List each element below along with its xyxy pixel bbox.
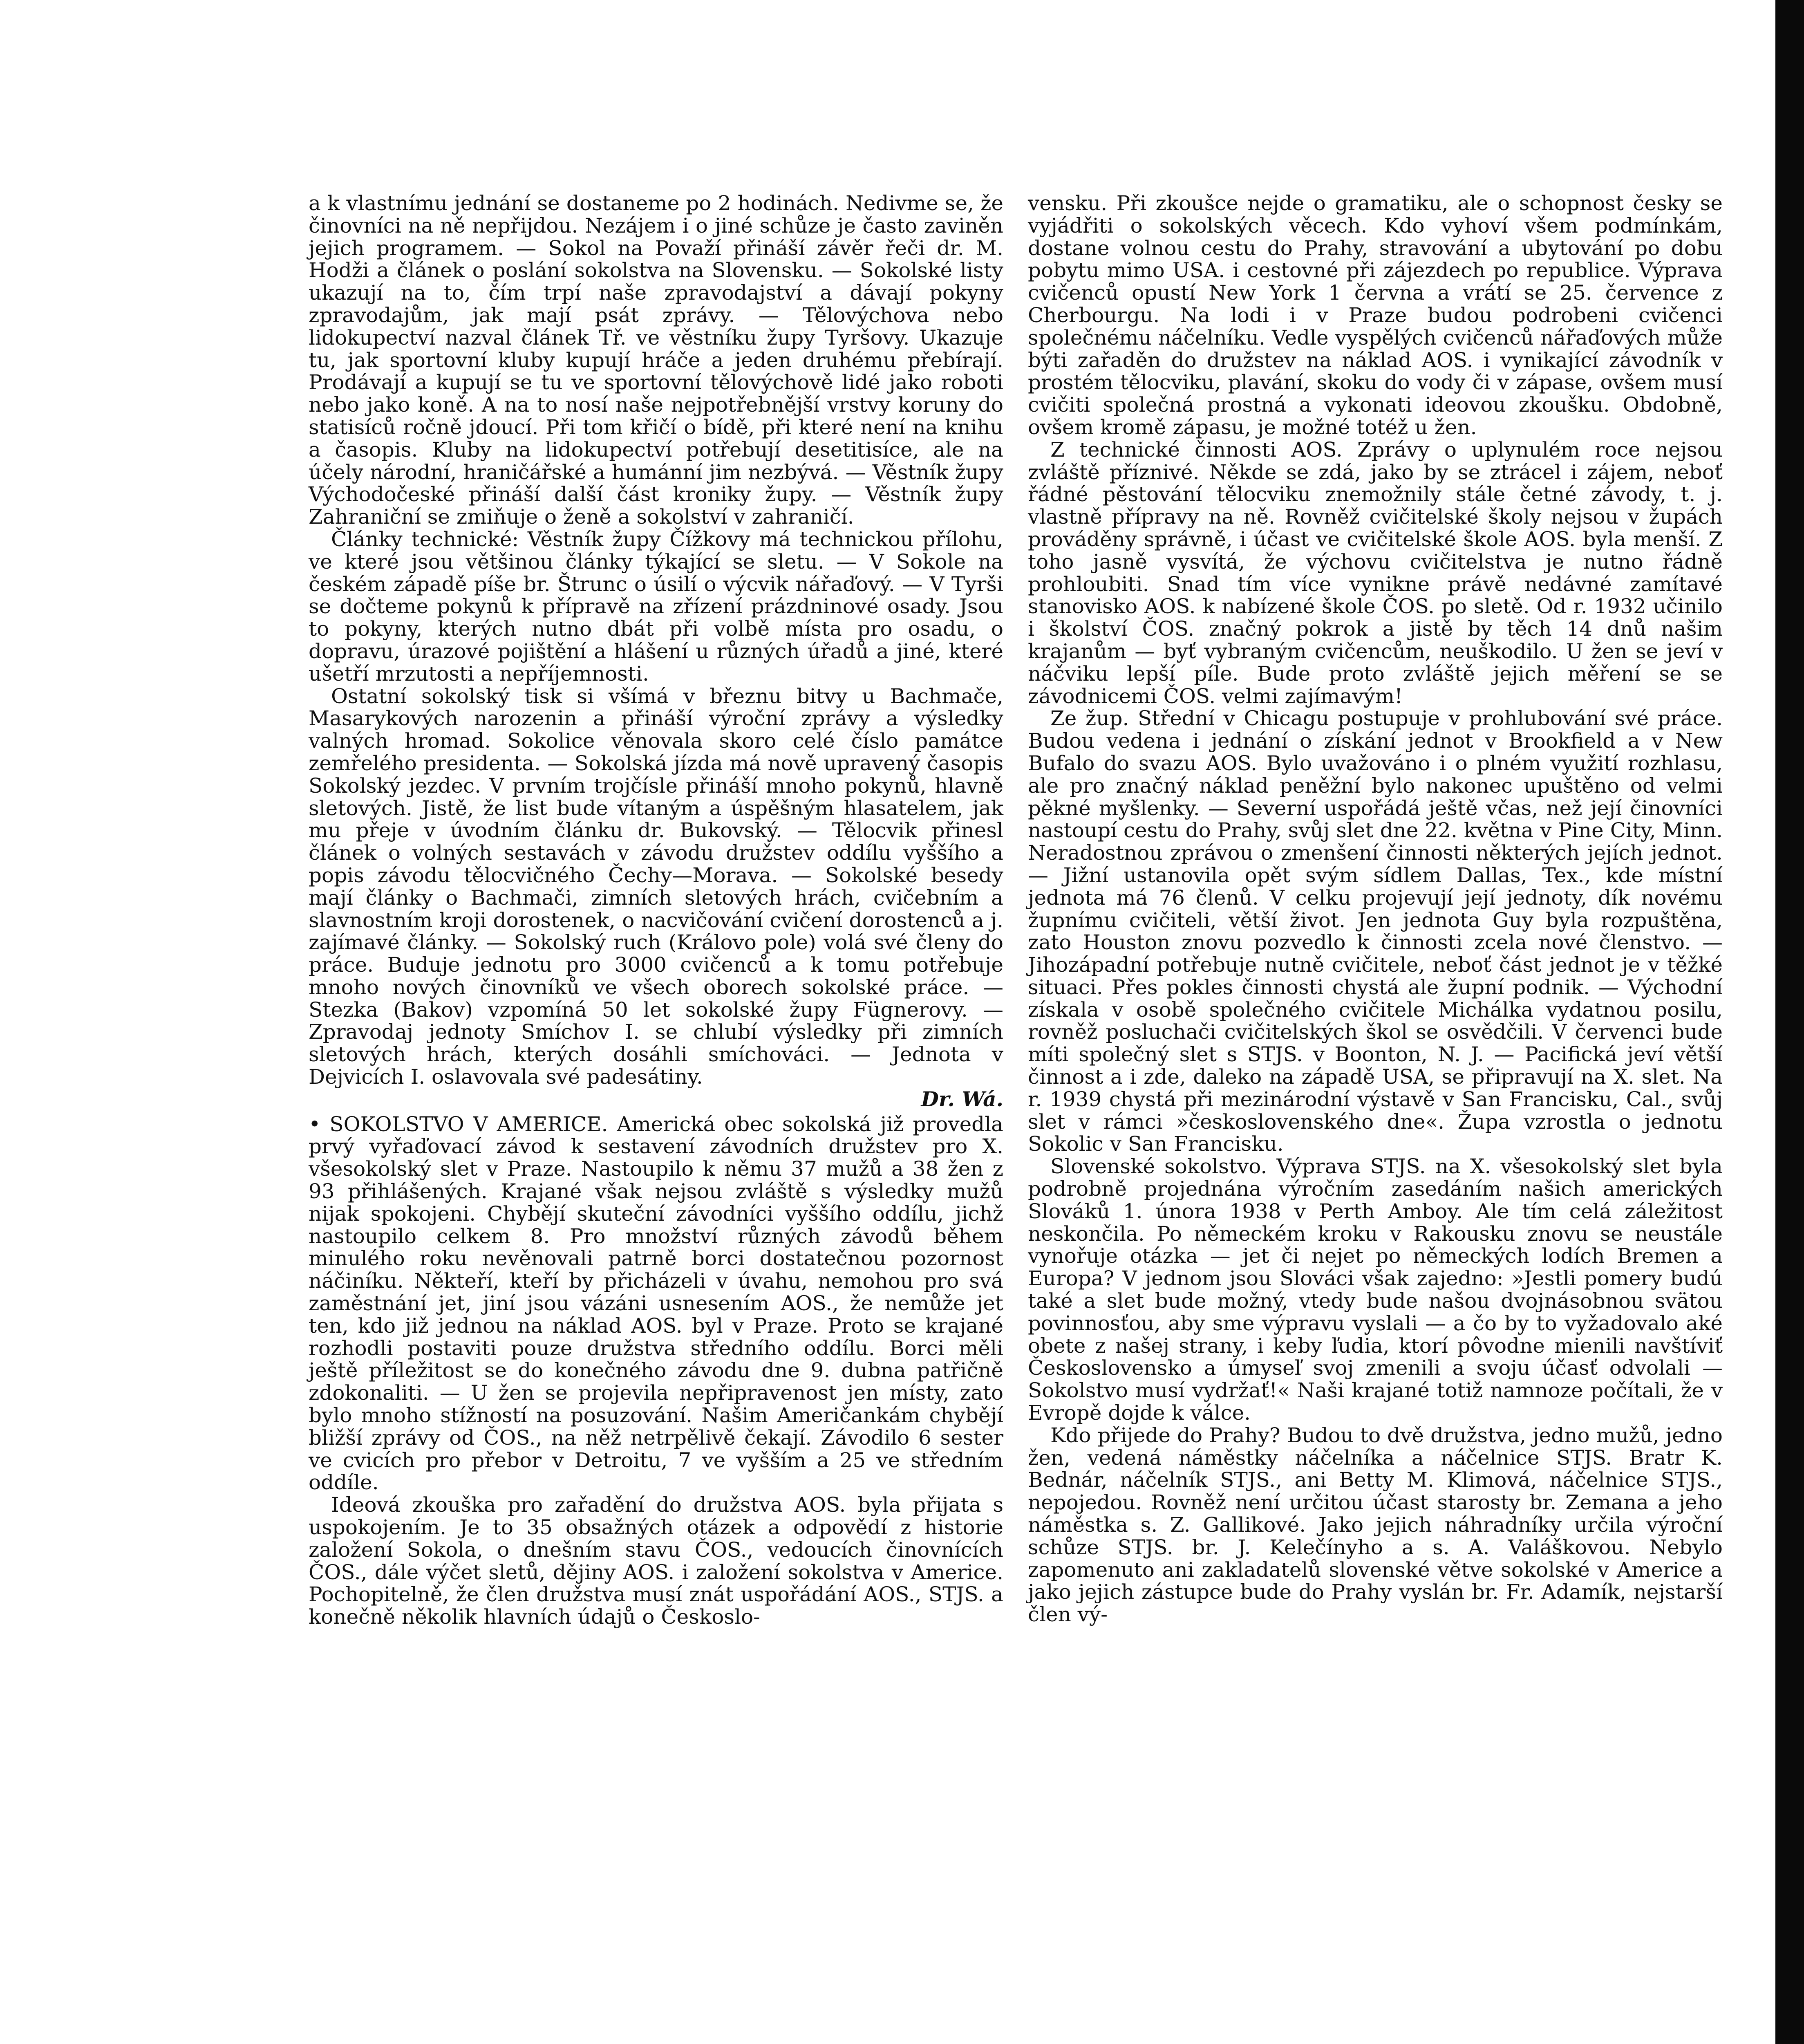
paragraph: Články technické: Věstník župy Čížkovy má technickou přílohu, ve které jsou většinou články týkající se sletu. — V Sokole na českém západě píše br. Štrunc o úsilí o výcvik nářaďový. — V Tyrši se dočteme pokynů k přípravě na zřízení prázdninové osady. Jsou to pokyny, kterých nutno dbát při volbě místa pro osadu, o dopravu, úrazové pojištění a hlášení u různých úřadů a jiné, které ušetří mrzutosti a nepříjemnosti.	[309, 527, 1003, 686]
author-signature: Dr. Wá.	[921, 1087, 1003, 1111]
left-column	[309, 192, 1003, 1628]
paragraph: a k vlastnímu jednání se dostaneme po 2 hodinách. Nedivme se, že činovníci na ně nepřijdou. Nezájem i o jiné schůze je často zaviněn jejich programem. — Sokol na Považí přináší závěr řeči dr. M. Hodži a článek o poslání sokolstva na Slovensku. — Sokolské listy ukazují na to, čím trpí naše zpravodajství a dávají pokyny zpravodajům, jak mají psát zprávy. — Tělovýchova nebo lidokupectví nazval článek Tř. ve věstníku župy Tyršovy. Ukazuje tu, jak sportovní kluby kupují hráče a jeden druhému přebírají. Prodávají a kupují se tu ve sportovní tělovýchově lidé jako roboti nebo jako koně. A na to nosí naše nejpotřebnější vrstvy koruny do statisíců ročně jdoucí. Při tom křičí o bídě, při které není na knihu a časopis. Kluby na lidokupectví potřebují desetitisíce, ale na účely národní, hraničářské a humánní jim nezbývá. — Věstník župy Východočeské přináší další část kroniky župy. — Věstník župy Zahraniční se zmiňuje o ženě a sokolství v zahraničí.	[309, 191, 1003, 529]
paragraph: Slovenské sokolstvo. Výprava STJS. na X. všesokolský slet byla podrobně projednána výročním zasedáním našich amerických Slováků 1. února 1938 v Perth Amboy. Ale tím celá záležitost neskončila. Po německém kroku v Rakousku znovu se neustále vynořuje otázka — jet či nejet po německých lodích Bremen a Europa? V jednom jsou Slováci však zajedno: »Jestli pomery budú také a slet bude možný, vtedy bude našou dvojnásobnou svätou povinnosťou, aby sme výpravu vyslali — a čo by to vyžadovalo aké obete z našej strany, i keby ľudia, ktorí pôvodne mienili navštíviť Československo a úmyseľ svoj zmenili a svoju účasť odvolali — Sokolstvo musí vydržať!« Naši krajané totiž namnoze počítali, že v Evropě dojde k válce.	[1028, 1154, 1723, 1425]
paragraph: Ze žup. Střední v Chicagu postupuje v prohlubování své práce. Budou vedena i jednání o získání jednot v Brookfield a v New Bufalo do svazu AOS. Bylo uvažováno i o plném využití rozhlasu, ale pro značný náklad peněžní bylo nakonec upuštěno od velmi pěkné myšlenky. — Severní uspořádá ještě včas, než její činovníci nastoupí cestu do Prahy, svůj slet dne 22. května v Pine City, Minn. Neradostnou zprávou o zmenšení činnosti některých jejích jednot. — Jižní ustanovila opět svým sídlem Dallas, Tex., kde místní jednota má 76 členů. V celku projevují její jednoty, dík novému župnímu cvičiteli, větší život. Jen jednota Guy byla rozpuštěna, zato Houston znovu pozvedlo k činnosti zcela nové členstvo. — Jihozápadní potřebuje nutně cvičitele, neboť část jednot je v těžké situaci. Přes pokles činnosti chystá ale župní podnik. — Východní získala v osobě společného cvičitele Michálka vydatnou posilu, rovněž posluchači cvičitelských škol se osvědčili. V červenci bude míti společný slet s STJS. v Boonton, N. J. — Pacifická jeví větší činnost a i zde, daleko na západě USA, se připravují na X. slet. Na r. 1939 chystá při mezinárodní výstavě v San Francisku, Cal., svůj slet v rámci »československého dne«. Župa vzrostla o jednotu Sokolic v San Francisku.	[1028, 706, 1723, 1156]
paragraph: vensku. Při zkoušce nejde o gramatiku, ale o schopnost česky se vyjádřiti o sokolských věcech. Kdo vyhoví všem podmínkám, dostane volnou cestu do Prahy, stravování a ubytování po dobu pobytu mimo USA. i cestovné při zájezdech po republice. Výprava cvičenců opustí New York 1 června a vrátí se 25. července z Cherbourgu. Na lodi i v Praze budou podrobeni cvičenci společnému náčelníku. Vedle vyspělých cvičenců nářaďových může býti zařaděn do družstev na náklad AOS. i vynikající závodník v prostém tělocviku, plavání, skoku do vody či v zápase, ovšem musí cvičiti společná prostná a vykonati ideovou zkoušku. Obdobně, ovšem kromě zápasu, je možné totéž u žen.	[1028, 191, 1723, 439]
paragraph: Kdo přijede do Prahy? Budou to dvě družstva, jedno mužů, jedno žen, vedená náměstky náčelníka a náčelnice STJS. Bratr K. Bednár, náčelník STJS., ani Betty M. Klimová, náčelnice STJS., nepojedou. Rovněž není určitou účast starosty br. Zemana a jeho náměstka s. Z. Gallikové. Jako jejich náhradníky určila výroční schůze STJS. br. J. Kelečínyho a s. A. Valáškovou. Nebylo zapomenuto ani zakladatelů slovenské větve sokolské v Americe a jako jejich zástupce bude do Prahy vyslán br. Fr. Adamík, nejstarší člen vý-	[1028, 1423, 1723, 1627]
scan-border	[1775, 0, 1804, 2044]
paragraph: Ostatní sokolský tisk si všímá v březnu bitvy u Bachmače, Masarykových narozenin a přináší výroční zprávy a výsledky valných hromad. Sokolice věnovala skoro celé číslo památce zemřelého presidenta. — Sokolská jízda má nově upravený časopis Sokolský jezdec. V prvním trojčísle přináší mnoho pokynů, hlavně sletových. Jistě, že list bude vítaným a úspěšným hlasatelem, jak mu přeje v úvodním článku dr. Bukovský. — Tělocvik přinesl článek o volných sestavách v závodu družstev oddílu vyššího a popis závodu tělocvičného Čechy—Morava. — Sokolské besedy mají články o Bachmači, zimních sletových hrách, cvičebním a slavnostním kroji dorostenek, o nacvičování cvičení dorostenců a j. zajímavé články. — Sokolský ruch (Královo pole) volá své členy do práce. Buduje jednotu pro 3000 cvičenců a k tomu potřebuje mnoho nových činovníků ve všech oborech sokolské práce. — Stezka (Bakov) vzpomíná 50 let sokolské župy Fügnerovy. — Zpravodaj jednoty Smíchov I. se chlubí výsledky při zimních sletových hrách, kterých dosáhli smíchováci. — Jednota v Dejvicích I. oslavovala své padesátiny.	[309, 684, 1003, 1089]
section-paragraph: • SOKOLSTVO V AMERICE. Americká obec sokolská již provedla prvý vyřaďovací závod k sestavení závodních družstev pro X. všesokolský slet v Praze. Nastoupilo k němu 37 mužů a 38 žen z 93 přihlášených. Krajané však nejsou zvláště s výsledky mužů nijak spokojeni. Chybějí skuteční závodníci vyššího oddílu, jichž nastoupilo celkem 8. Pro množství různých závodů během minulého roku nevěnovali patrně borci dostatečnou pozornost náčiníku. Někteří, kteří by přicházeli v úvahu, nemohou pro svá zaměstnání jet, jiní jsou vázáni usnesením AOS., že nemůže jet ten, kdo již jednou na náklad AOS. byl v Praze. Proto se krajané rozhodli postaviti pouze družstva středního oddílu. Borci měli ještě příležitost se do konečného závodu dne 9. dubna patřičně zdokonaliti. — U žen se projevila nepřipravenost jen místy, zato bylo mnoho stížností na posuzování. Našim Američankám chybějí bližší zprávy od ČOS., na něž netrpělivě čekají. Závodilo 6 sester ve cvicích pro přebor v Detroitu, 7 ve vyšším a 25 ve středním oddíle.	[309, 1112, 1003, 1495]
paragraph: Z technické činnosti AOS. Zprávy o uplynulém roce nejsou zvláště příznivé. Někde se zdá, jako by se ztrácel i zájem, neboť řádné pěstování tělocviku znemožnily stále četné závody, t. j. vlastně přípravy na ně. Rovněž cvičitelské školy nejsou v župách prováděny správně, i účast ve cvičitelské škole AOS. byla menší. Z toho jasně vysvítá, že výchovu cvičitelstva je nutno řádně prohloubiti. Snad tím více vynikne právě nedávné zamítavé stanovisko AOS. k nabízené škole ČOS. po sletě. Od r. 1932 učinilo i školství ČOS. značný pokrok a jistě by těch 14 dnů našim krajanům — byť vybraným cvičencům, neuškodilo. U žen se jeví v náčviku lepší píle. Bude proto zvláště jejich měření se se závodnicemi ČOS. velmi zajímavým!	[1028, 437, 1723, 708]
paragraph: Ideová zkouška pro zařadění do družstva AOS. byla přijata s uspokojením. Je to 35 obsažných otázek a odpovědí z historie založení Sokola, o dnešním stavu ČOS., vedoucích činovnících ČOS., dále výčet sletů, dějiny AOS. i založení sokolstva v Americe. Pochopitelně, že člen družstva musí znát uspořádání AOS., STJS. a konečně několik hlavních údajů o Českoslo-	[309, 1493, 1003, 1629]
right-column	[1028, 192, 1723, 1626]
